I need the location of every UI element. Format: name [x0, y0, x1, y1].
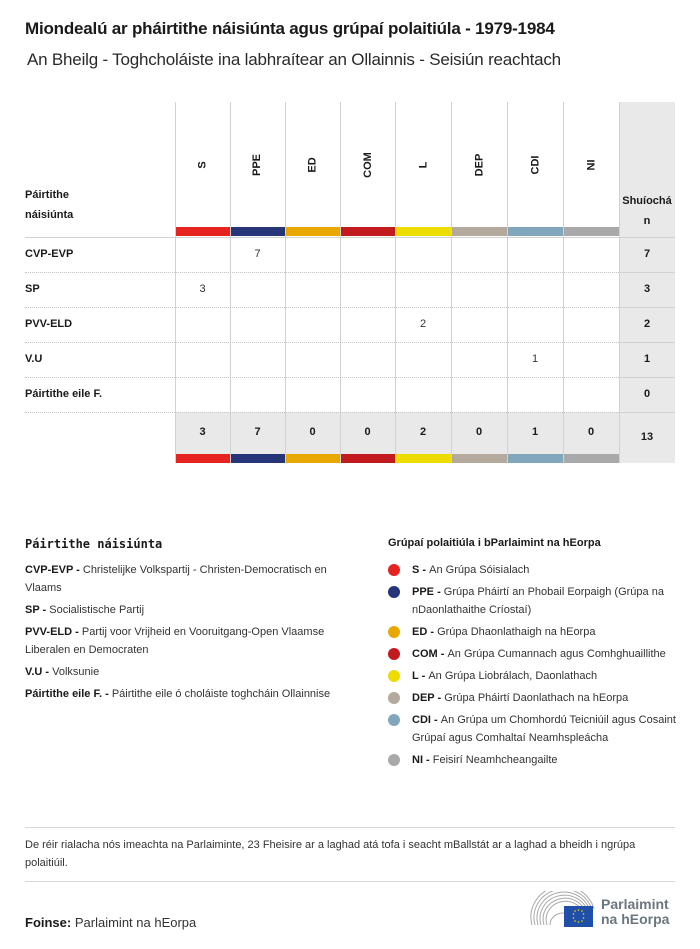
legend-group-item-l [388, 667, 683, 685]
divider [25, 827, 675, 828]
color-dot-icon [388, 586, 400, 598]
color-bar-com [341, 454, 395, 463]
legend-group-code: CDI [412, 714, 431, 726]
color-bar-cdi [508, 454, 563, 463]
column-header-ed [285, 103, 340, 227]
legend-separator: - [419, 564, 430, 576]
column-total: 0 [309, 426, 316, 438]
row-label: CVP-EVP [25, 248, 74, 260]
column-header-label: PPE [251, 153, 264, 177]
legend-party-name: Christelijke Volkspartij - Christen-Democratisch en Vlaams [25, 564, 327, 594]
column-total: 0 [475, 426, 483, 438]
legend-party-item [25, 601, 365, 619]
column-header-label: ED [306, 157, 319, 173]
legend-separator: - [423, 754, 433, 766]
color-bar-ed [286, 227, 340, 236]
legend-party-code: PVV-ELD [25, 626, 73, 638]
table-cell: 3 [199, 283, 206, 295]
color-bar-cdi [508, 227, 563, 236]
row-total: 7 [643, 248, 651, 260]
european-parliament-logo [530, 891, 680, 931]
column-header-s [175, 103, 230, 227]
legend-party-code: V.U [25, 666, 43, 678]
legend-group-item-ni [388, 751, 683, 769]
column-total: 0 [587, 426, 595, 438]
color-dot-icon [388, 626, 400, 638]
legend-group-item-s [388, 561, 683, 579]
page-subtitle: An Bheilg - Toghcholáiste ina labhraítear an Ollainnis - Seisiún reachtach [27, 50, 561, 69]
column-header-com [340, 103, 395, 227]
color-bar-ni [564, 454, 619, 463]
legend-separator: - [39, 604, 50, 616]
row-divider [25, 412, 619, 413]
legend-group-code: ED [412, 626, 428, 638]
color-bar-s [176, 227, 230, 236]
legend-group-name: Grúpa Pháirtí an Phobail Eorpaigh (Grúpa na nDaonlathaithe Críostaí) [412, 586, 664, 616]
legend-separator: - [72, 626, 82, 638]
column-header-dep [451, 103, 507, 227]
legend-group-item-ppe [388, 583, 683, 619]
legend-party-name: Páirtithe eile ó choláiste toghcháin Ollainnise [111, 688, 331, 700]
legend-separator: - [102, 688, 112, 700]
color-dot-icon [388, 670, 400, 682]
row-divider [25, 272, 619, 273]
color-dot-icon [388, 692, 400, 704]
column-total: 0 [364, 426, 371, 438]
color-bar-l [396, 227, 451, 236]
legend-party-name: Partij voor Vrijheid en Vooruitgang-Open Vlaamse Liberalen en Democraten [25, 626, 325, 656]
column-header-ppe [230, 103, 285, 227]
row-total: 1 [643, 353, 651, 365]
row-total: 0 [643, 388, 651, 400]
table-cell: 7 [254, 248, 261, 260]
column-header-ni [563, 103, 619, 227]
color-bar-ed [286, 454, 340, 463]
legend-group-item-dep [388, 689, 683, 707]
legend-separator: - [434, 692, 445, 704]
legend-party-name: Socialistische Partij [49, 604, 145, 616]
legend-group-name: An Grúpa Liobrálach, Daonlathach [428, 670, 598, 682]
legend-party-code: Páirtithe eile F. [25, 688, 103, 700]
row-total: 2 [643, 318, 651, 330]
color-bar-ni [564, 227, 619, 236]
row-label: V.U [25, 353, 43, 365]
column-total: 1 [531, 426, 539, 438]
legend-group-name: An Grúpa Sóisialach [429, 564, 530, 576]
legend-separator: - [434, 586, 444, 598]
legend-group-name: Grúpa Pháirtí Daonlathach na hEorpa [444, 692, 629, 704]
legend-group-name: Grúpa Dhaonlathaigh na hEorpa [437, 626, 596, 638]
legend-group-code: NI [412, 754, 423, 766]
color-dot-icon [388, 564, 400, 576]
column-total: 3 [199, 426, 206, 438]
column-header-l [395, 103, 451, 227]
seat-distribution-table [0, 0, 700, 470]
table-cell: 2 [419, 318, 427, 330]
row-label: PVV-ELD [25, 318, 73, 330]
color-bar-dep [452, 454, 507, 463]
legend-party-item [25, 561, 365, 597]
row-divider [25, 377, 619, 378]
legend-separator: - [437, 648, 448, 660]
legend-party-item [25, 685, 365, 703]
color-bar-dep [452, 227, 507, 236]
total-header-label: Shuíochá n [622, 195, 672, 227]
column-header-label: DEP [473, 153, 485, 177]
legend-group-code: S [412, 564, 420, 576]
page-title: Miondealú ar pháirtithe náisiúnta agus grúpaí polaitiúla - 1979-1984 [25, 19, 555, 38]
legend-group-item-ed [388, 623, 683, 641]
row-label: SP [25, 283, 40, 295]
logo-text: Parlaimint na hEorpa [601, 896, 670, 927]
color-dot-icon [388, 714, 400, 726]
source-label: Foinse: [25, 915, 72, 930]
source [25, 915, 196, 930]
color-bar-com [341, 227, 395, 236]
grand-total: 13 [640, 431, 654, 443]
legend-separator: - [42, 666, 53, 678]
legend-party-code: CVP-EVP [25, 564, 74, 576]
column-header-label: CDI [528, 155, 541, 175]
color-bar-ppe [231, 454, 285, 463]
legend-party-item [25, 623, 365, 659]
legend-group-name: Feisirí Neamhcheangailte [432, 754, 558, 766]
legend-separator: - [418, 670, 429, 682]
footnote: De réir rialacha nós imeachta na Parlaiminte, 23 Fheisire ar a laghad atá tofa i seacht mBallstát ar a laghad a bheidh i ngrúpa polaitiúil. [25, 839, 636, 869]
source-value: Parlaimint na hEorpa [74, 915, 197, 930]
legend-party-code: SP [25, 604, 40, 616]
color-dot-icon [388, 648, 400, 660]
legend-separator: - [427, 626, 438, 638]
legend-group-name: An Grúpa um Chomhordú Teicniúil agus Cosaint Grúpaí agus Comhaltaí Neamhspleácha [412, 714, 676, 744]
legend-separator: - [73, 564, 83, 576]
divider [25, 881, 675, 882]
legend-parties-title: Páirtithe náisiúnta [25, 537, 163, 551]
column-header-label: NI [585, 159, 597, 171]
legend-group-code: PPE [412, 586, 435, 598]
table-cell: 1 [531, 353, 539, 365]
row-label: Páirtithe eile F. [25, 388, 103, 400]
column-header-cdi [507, 103, 563, 227]
legend-group-item-cdi [388, 711, 683, 747]
legend-groups [388, 561, 683, 773]
legend-parties [25, 561, 365, 707]
column-header-label: S [196, 161, 209, 169]
row-total: 3 [643, 283, 651, 295]
legend-group-code: DEP [412, 692, 435, 704]
column-header-label: COM [361, 152, 374, 178]
legend-party-name: Volksunie [52, 666, 100, 678]
row-header-label: Páirtithe náisiúnta [25, 189, 74, 221]
column-total: 2 [419, 426, 427, 438]
header-divider [25, 237, 675, 238]
legend-party-item [25, 663, 365, 681]
hemicycle-icon [530, 891, 596, 931]
legend-separator: - [430, 714, 441, 726]
legend-groups-title: Grúpaí polaitiúla i bParlaimint na hEorpa [388, 537, 601, 549]
legend-group-code: L [412, 670, 419, 682]
legend-group-item-com [388, 645, 683, 663]
color-bar-ppe [231, 227, 285, 236]
column-header-label: L [416, 161, 429, 169]
legend-group-code: COM [412, 648, 438, 660]
legend-group-name: An Grúpa Cumannach agus Comhghuaillithe [447, 648, 666, 660]
color-dot-icon [388, 754, 400, 766]
color-bar-l [396, 454, 451, 463]
column-total: 7 [254, 426, 261, 438]
color-bar-s [176, 454, 230, 463]
row-divider [25, 307, 619, 308]
